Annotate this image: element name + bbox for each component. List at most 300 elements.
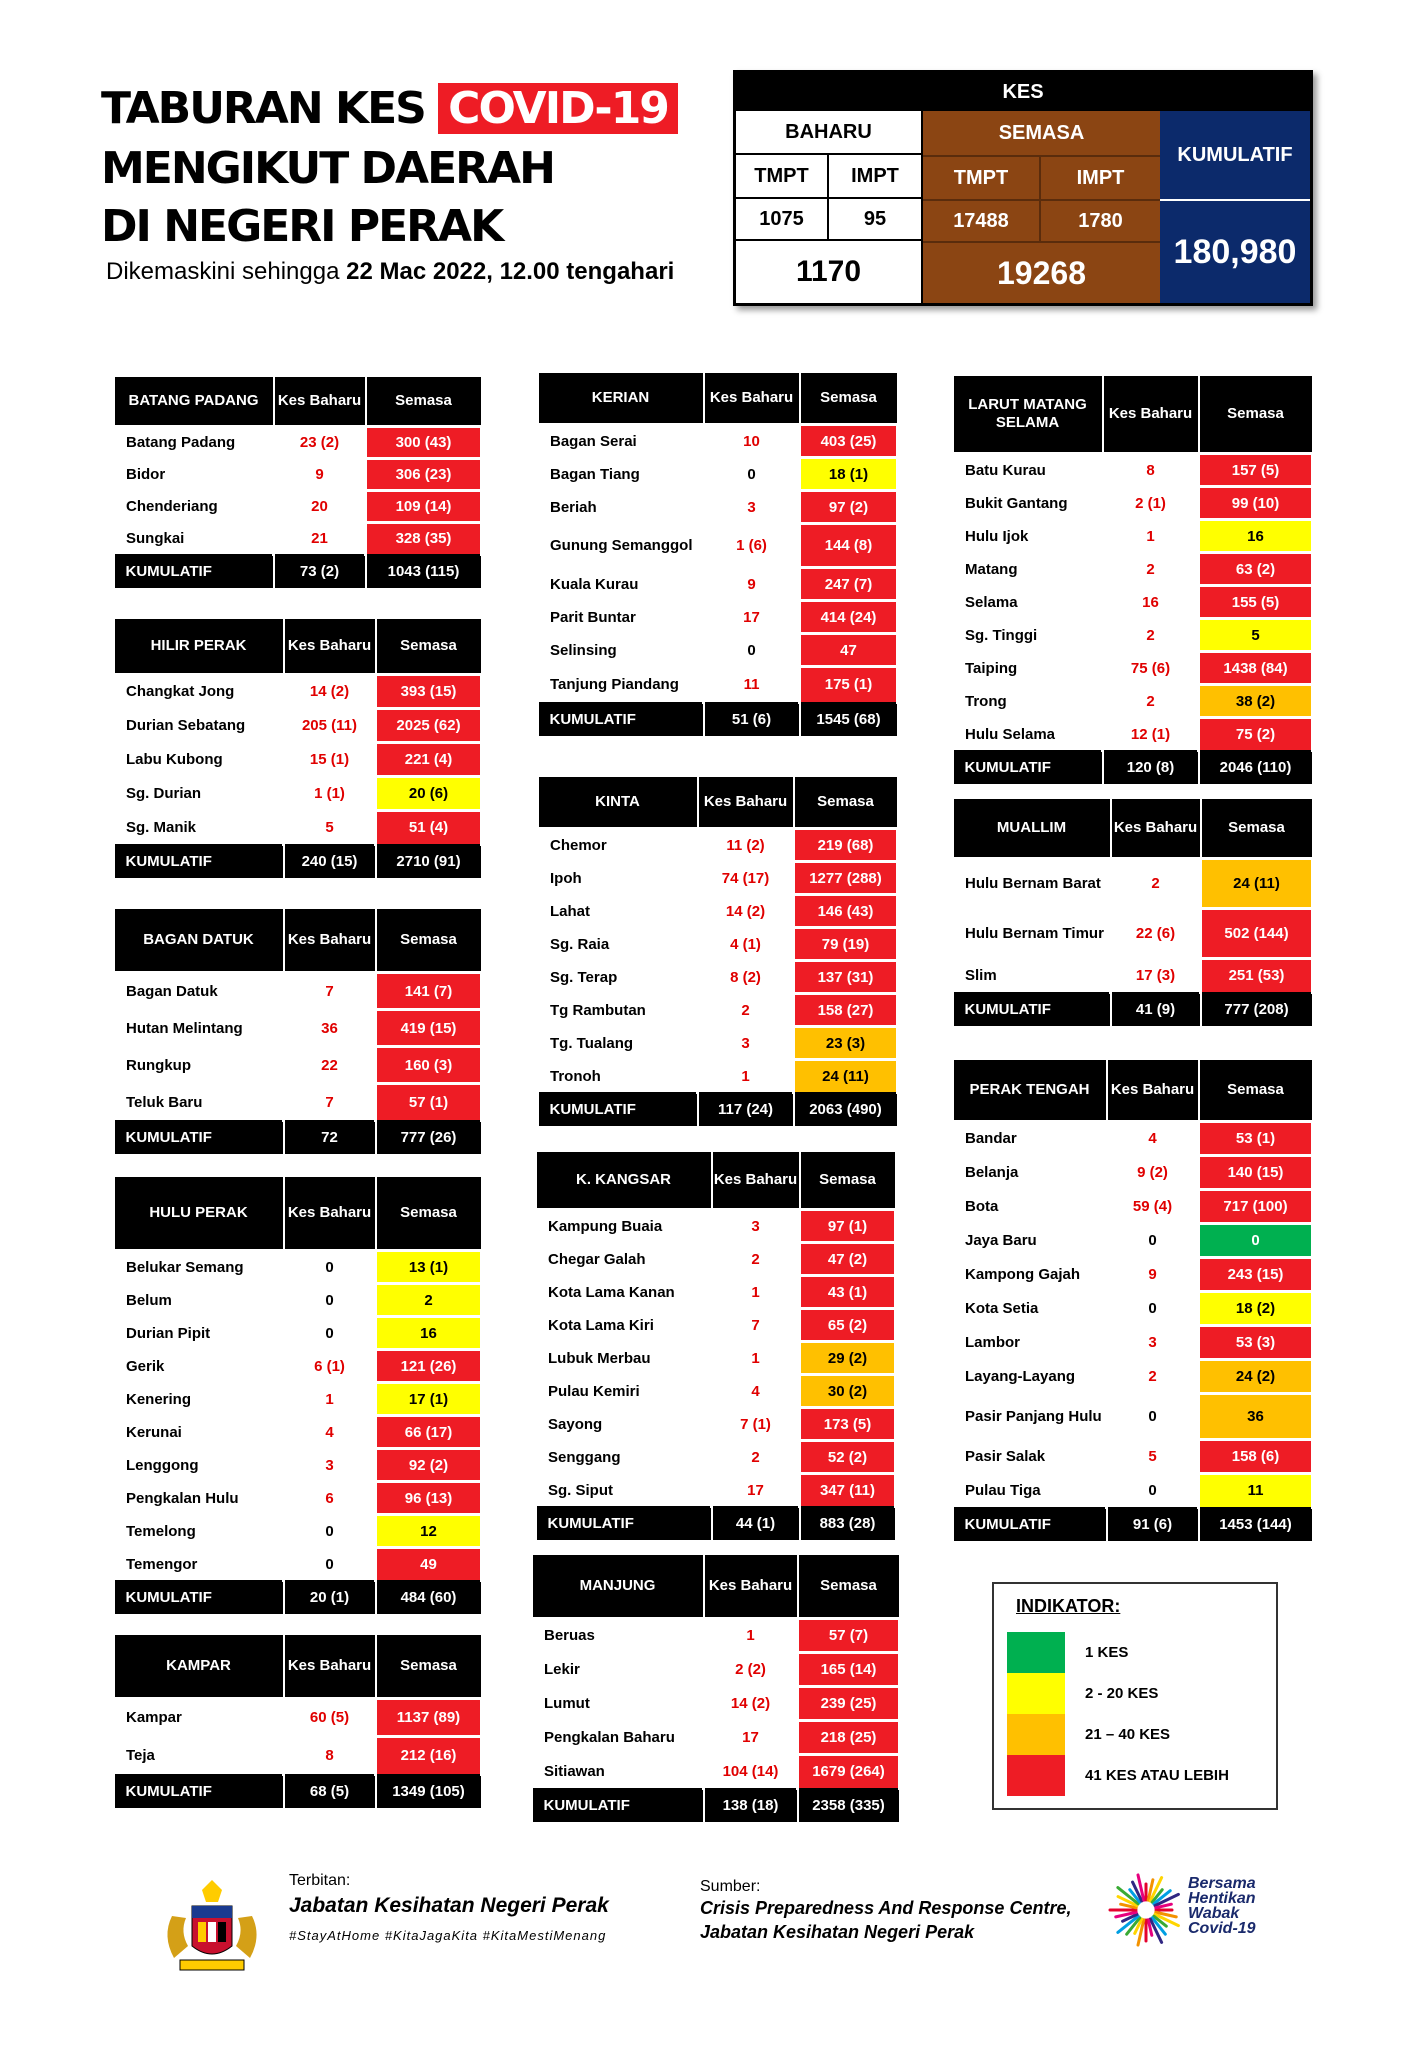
semasa-header: SEMASA	[923, 111, 1160, 155]
table-row	[538, 928, 898, 961]
total-row	[538, 1093, 898, 1127]
table-row	[536, 1309, 896, 1342]
kes-baharu-header: Kes Baharu	[712, 1151, 800, 1210]
title-highlight: COVID-19	[438, 83, 678, 134]
kumulatif-header: KUMULATIF	[1160, 111, 1310, 199]
table-row	[953, 553, 1313, 586]
area-name: Durian Sebatang	[114, 709, 284, 743]
total-label: KUMULATIF	[538, 1093, 698, 1127]
table-row	[538, 601, 898, 634]
area-name: Jaya Baru	[953, 1224, 1107, 1258]
total-baharu: 20 (1)	[284, 1581, 376, 1615]
table-row	[953, 1292, 1313, 1326]
kes-baharu-value: 17	[704, 1721, 798, 1755]
sumber-line2: Jabatan Kesihatan Negeri Perak	[700, 1922, 975, 1942]
kes-baharu-value: 0	[284, 1284, 376, 1317]
semasa-value: 158 (27)	[794, 994, 898, 1027]
table-row	[532, 1721, 900, 1755]
updated-prefix: Dikemaskini sehingga	[106, 258, 347, 285]
total-label: KUMULATIF	[953, 1508, 1107, 1542]
kes-baharu-value: 22	[284, 1047, 376, 1084]
semasa-value: 173 (5)	[800, 1408, 896, 1441]
table-row	[538, 634, 898, 667]
semasa-value: 38 (2)	[1199, 685, 1313, 718]
area-name: Lenggong	[114, 1449, 284, 1482]
kes-baharu-value: 9	[274, 459, 366, 491]
total-row	[953, 993, 1313, 1027]
total-label: KUMULATIF	[953, 993, 1111, 1027]
table-row	[953, 1440, 1313, 1474]
kes-baharu-value: 2	[1103, 685, 1199, 718]
kes-baharu-value: 3	[712, 1210, 800, 1243]
table-row	[953, 619, 1313, 652]
kes-baharu-value: 2	[698, 994, 794, 1027]
district-name: BAGAN DATUK	[114, 908, 284, 973]
area-name: Bukit Gantang	[953, 487, 1103, 520]
semasa-value: 65 (2)	[800, 1309, 896, 1342]
total-row	[114, 1581, 482, 1615]
total-label: KUMULATIF	[953, 751, 1103, 785]
kes-baharu-value: 0	[284, 1515, 376, 1548]
area-name: Selinsing	[538, 634, 704, 667]
table-row	[538, 829, 898, 862]
area-name: Ipoh	[538, 862, 698, 895]
district-table	[112, 375, 483, 590]
semasa-value: 2025 (62)	[376, 709, 482, 743]
area-name: Pulau Kemiri	[536, 1375, 712, 1408]
semasa-value: 11	[1199, 1474, 1313, 1508]
page-title-line1	[101, 82, 678, 136]
semasa-value: 239 (25)	[798, 1687, 900, 1721]
table-row	[953, 959, 1313, 993]
kes-baharu-value: 0	[284, 1251, 376, 1284]
kes-baharu-value: 1	[712, 1342, 800, 1375]
kes-baharu-header: Kes Baharu	[1107, 1059, 1199, 1122]
area-name: Pengkalan Baharu	[532, 1721, 704, 1755]
total-semasa: 883 (28)	[800, 1507, 896, 1541]
table-row	[536, 1441, 896, 1474]
total-baharu: 68 (5)	[284, 1775, 376, 1809]
sumber-label: Sumber:	[700, 1878, 761, 1895]
kes-baharu-value: 6	[284, 1482, 376, 1515]
total-semasa: 2710 (91)	[376, 845, 482, 879]
table-header-row	[953, 375, 1313, 454]
total-label: KUMULATIF	[536, 1507, 712, 1541]
table-row	[538, 862, 898, 895]
kes-baharu-value: 1 (1)	[284, 777, 376, 811]
area-name: Hulu Bernam Barat	[953, 859, 1111, 909]
table-row	[532, 1755, 900, 1789]
kes-baharu-value: 1	[712, 1276, 800, 1309]
table-header-row	[536, 1151, 896, 1210]
area-name: Lubuk Merbau	[536, 1342, 712, 1375]
kes-baharu-value: 1	[284, 1383, 376, 1416]
title-text: TABURAN KES	[101, 83, 439, 134]
table-row	[953, 909, 1313, 959]
table-row	[538, 458, 898, 491]
campaign-line3: Wabak	[1188, 1905, 1240, 1922]
case-summary-box	[733, 70, 1313, 306]
semasa-value: 96 (13)	[376, 1482, 482, 1515]
semasa-value: 24 (11)	[794, 1060, 898, 1093]
kes-baharu-value: 4	[1107, 1122, 1199, 1156]
table-row	[953, 1122, 1313, 1156]
area-name: Bota	[953, 1190, 1107, 1224]
semasa-header: Semasa	[798, 1554, 900, 1619]
kes-baharu-value: 2 (1)	[1103, 487, 1199, 520]
kes-baharu-value: 75 (6)	[1103, 652, 1199, 685]
indicator-label-2: 2 - 20 KES	[1085, 1685, 1159, 1702]
semasa-tmpt-value: 17488	[923, 199, 1041, 241]
total-label: KUMULATIF	[114, 1581, 284, 1615]
table-row	[532, 1653, 900, 1687]
table-row	[953, 586, 1313, 619]
kes-baharu-value: 7	[284, 973, 376, 1010]
table-row	[114, 1482, 482, 1515]
area-name: Sayong	[536, 1408, 712, 1441]
kes-baharu-header: Kes Baharu	[704, 1554, 798, 1619]
table-row	[538, 1060, 898, 1093]
kes-baharu-header: Kes Baharu	[284, 908, 376, 973]
area-name: Sg. Terap	[538, 961, 698, 994]
semasa-value: 300 (43)	[366, 427, 482, 459]
area-name: Lahat	[538, 895, 698, 928]
campaign-line1: Bersama	[1188, 1875, 1256, 1892]
table-row	[953, 1326, 1313, 1360]
table-row	[114, 1548, 482, 1581]
kes-baharu-value: 4	[284, 1416, 376, 1449]
indicator-swatch-yellow	[1007, 1673, 1065, 1714]
semasa-value: 30 (2)	[800, 1375, 896, 1408]
indicator-label-1: 1 KES	[1085, 1644, 1129, 1661]
table-row	[114, 1284, 482, 1317]
semasa-value: 53 (3)	[1199, 1326, 1313, 1360]
semasa-value: 75 (2)	[1199, 718, 1313, 751]
area-name: Bagan Tiang	[538, 458, 704, 491]
updated-note	[106, 258, 674, 286]
total-baharu: 117 (24)	[698, 1093, 794, 1127]
kes-baharu-value: 7 (1)	[712, 1408, 800, 1441]
kes-baharu-value: 3	[698, 1027, 794, 1060]
kes-baharu-value: 36	[284, 1010, 376, 1047]
kes-baharu-value: 2	[1103, 619, 1199, 652]
semasa-value: 13 (1)	[376, 1251, 482, 1284]
table-row	[953, 1258, 1313, 1292]
area-name: Beruas	[532, 1619, 704, 1653]
table-row	[114, 459, 482, 491]
table-row	[114, 1317, 482, 1350]
kes-header: KES	[736, 73, 1310, 111]
table-row	[538, 895, 898, 928]
total-baharu: 51 (6)	[704, 703, 800, 737]
kes-baharu-header: Kes Baharu	[284, 1634, 376, 1699]
kes-baharu-value: 7	[712, 1309, 800, 1342]
baharu-header: BAHARU	[736, 111, 923, 155]
area-name: Kenering	[114, 1383, 284, 1416]
semasa-value: 24 (2)	[1199, 1360, 1313, 1394]
area-name: Temelong	[114, 1515, 284, 1548]
area-name: Rungkup	[114, 1047, 284, 1084]
kes-baharu-value: 2	[712, 1441, 800, 1474]
table-row	[953, 1360, 1313, 1394]
total-semasa: 484 (60)	[376, 1581, 482, 1615]
semasa-value: 144 (8)	[800, 524, 898, 568]
kes-baharu-value: 23 (2)	[274, 427, 366, 459]
total-semasa: 1043 (115)	[366, 555, 482, 589]
kes-baharu-value: 4 (1)	[698, 928, 794, 961]
total-label: KUMULATIF	[114, 1121, 284, 1155]
indicator-label-4: 41 KES ATAU LEBIH	[1085, 1767, 1229, 1784]
district-table	[112, 1175, 483, 1616]
table-header-row	[114, 376, 482, 427]
semasa-value: 157 (5)	[1199, 454, 1313, 487]
semasa-value: 414 (24)	[800, 601, 898, 634]
semasa-value: 247 (7)	[800, 568, 898, 601]
kes-baharu-header: Kes Baharu	[698, 776, 794, 829]
semasa-header: Semasa	[1199, 1059, 1313, 1122]
kes-baharu-value: 0	[1107, 1474, 1199, 1508]
table-row	[953, 859, 1313, 909]
kes-baharu-value: 1 (6)	[704, 524, 800, 568]
area-name: Pasir Panjang Hulu	[953, 1394, 1107, 1440]
semasa-value: 221 (4)	[376, 743, 482, 777]
table-row	[114, 1084, 482, 1121]
area-name: Lambor	[953, 1326, 1107, 1360]
area-name: Slim	[953, 959, 1111, 993]
semasa-value: 502 (144)	[1201, 909, 1313, 959]
area-name: Sg. Raia	[538, 928, 698, 961]
district-table	[951, 1058, 1314, 1543]
table-row	[953, 1474, 1313, 1508]
updated-date: 22 Mac 2022, 12.00 tengahari	[346, 258, 675, 285]
semasa-value: 18 (2)	[1199, 1292, 1313, 1326]
semasa-value: 63 (2)	[1199, 553, 1313, 586]
table-row	[114, 743, 482, 777]
kes-baharu-value: 4	[712, 1375, 800, 1408]
total-semasa: 2358 (335)	[798, 1789, 900, 1823]
kes-baharu-value: 3	[704, 491, 800, 524]
table-row	[538, 491, 898, 524]
total-baharu: 41 (9)	[1111, 993, 1201, 1027]
total-row	[114, 845, 482, 879]
total-semasa: 1545 (68)	[800, 703, 898, 737]
baharu-impt-value: 95	[829, 199, 923, 241]
semasa-value: 146 (43)	[794, 895, 898, 928]
semasa-value: 155 (5)	[1199, 586, 1313, 619]
area-name: Kota Setia	[953, 1292, 1107, 1326]
area-name: Tg Rambutan	[538, 994, 698, 1027]
semasa-value: 52 (2)	[800, 1441, 896, 1474]
kes-baharu-value: 9	[1107, 1258, 1199, 1292]
area-name: Layang-Layang	[953, 1360, 1107, 1394]
total-row	[114, 1121, 482, 1155]
kes-baharu-value: 2	[1107, 1360, 1199, 1394]
semasa-value: 49	[376, 1548, 482, 1581]
area-name: Bagan Datuk	[114, 973, 284, 1010]
semasa-header: Semasa	[794, 776, 898, 829]
page-title-line2: MENGIKUT DAERAH	[101, 143, 554, 194]
table-row	[953, 652, 1313, 685]
district-table	[951, 374, 1314, 786]
table-row	[114, 491, 482, 523]
semasa-header: Semasa	[376, 1176, 482, 1251]
table-row	[532, 1687, 900, 1721]
area-name: Belukar Semang	[114, 1251, 284, 1284]
area-name: Gerik	[114, 1350, 284, 1383]
area-name: Tg. Tualang	[538, 1027, 698, 1060]
district-name: LARUT MATANG SELAMA	[953, 375, 1103, 454]
kes-baharu-header: Kes Baharu	[284, 1176, 376, 1251]
semasa-value: 36	[1199, 1394, 1313, 1440]
area-name: Pulau Tiga	[953, 1474, 1107, 1508]
semasa-value: 29 (2)	[800, 1342, 896, 1375]
table-row	[538, 994, 898, 1027]
kes-baharu-value: 8 (2)	[698, 961, 794, 994]
table-row	[114, 523, 482, 555]
kes-baharu-header: Kes Baharu	[704, 372, 800, 425]
total-label: KUMULATIF	[114, 845, 284, 879]
area-name: Tronoh	[538, 1060, 698, 1093]
semasa-value: 18 (1)	[800, 458, 898, 491]
semasa-value: 79 (19)	[794, 928, 898, 961]
area-name: Tanjung Piandang	[538, 667, 704, 703]
kes-baharu-value: 17	[712, 1474, 800, 1507]
indicator-swatch-red	[1007, 1755, 1065, 1796]
table-row	[114, 1416, 482, 1449]
hashtags: #StayAtHome #KitaJagaKita #KitaMestiMenang	[289, 1928, 607, 1943]
table-header-row	[953, 1059, 1313, 1122]
semasa-value: 53 (1)	[1199, 1122, 1313, 1156]
table-row	[114, 1350, 482, 1383]
semasa-value: 140 (15)	[1199, 1156, 1313, 1190]
area-name: Kampar	[114, 1699, 284, 1737]
total-semasa: 777 (208)	[1201, 993, 1313, 1027]
table-row	[114, 1737, 482, 1775]
area-name: Bidor	[114, 459, 274, 491]
table-row	[538, 524, 898, 568]
area-name: Changkat Jong	[114, 675, 284, 709]
table-header-row	[532, 1554, 900, 1619]
table-header-row	[114, 908, 482, 973]
district-name: PERAK TENGAH	[953, 1059, 1107, 1122]
kes-baharu-value: 6 (1)	[284, 1350, 376, 1383]
kes-baharu-value: 17	[704, 601, 800, 634]
kes-baharu-value: 16	[1103, 586, 1199, 619]
semasa-value: 137 (31)	[794, 961, 898, 994]
table-row	[538, 667, 898, 703]
district-name: HULU PERAK	[114, 1176, 284, 1251]
table-row	[536, 1210, 896, 1243]
area-name: Matang	[953, 553, 1103, 586]
kes-baharu-value: 9 (2)	[1107, 1156, 1199, 1190]
table-row	[114, 1449, 482, 1482]
semasa-value: 17 (1)	[376, 1383, 482, 1416]
semasa-value: 419 (15)	[376, 1010, 482, 1047]
semasa-value: 218 (25)	[798, 1721, 900, 1755]
jata-negara-crest-icon	[158, 1876, 266, 1976]
baharu-impt-label: IMPT	[829, 155, 923, 199]
baharu-total: 1170	[736, 241, 923, 303]
kes-baharu-value: 8	[284, 1737, 376, 1775]
table-header-row	[114, 1176, 482, 1251]
total-row	[953, 751, 1313, 785]
kes-baharu-value: 2	[712, 1243, 800, 1276]
area-name: Senggang	[536, 1441, 712, 1474]
table-row	[538, 568, 898, 601]
kes-baharu-value: 21	[274, 523, 366, 555]
total-baharu: 120 (8)	[1103, 751, 1199, 785]
semasa-header: Semasa	[800, 372, 898, 425]
semasa-impt-value: 1780	[1041, 199, 1160, 241]
table-header-row	[538, 372, 898, 425]
area-name: Bandar	[953, 1122, 1107, 1156]
district-name: KERIAN	[538, 372, 704, 425]
semasa-value: 2	[376, 1284, 482, 1317]
table-row	[114, 1251, 482, 1284]
semasa-header: Semasa	[1201, 798, 1313, 859]
area-name: Kota Lama Kanan	[536, 1276, 712, 1309]
semasa-value: 0	[1199, 1224, 1313, 1258]
covid-campaign-burst-icon	[1108, 1872, 1184, 1948]
area-name: Sg. Durian	[114, 777, 284, 811]
table-row	[114, 1383, 482, 1416]
kes-baharu-value: 3	[284, 1449, 376, 1482]
table-row	[536, 1243, 896, 1276]
table-row	[114, 675, 482, 709]
table-row	[953, 520, 1313, 553]
area-name: Bagan Serai	[538, 425, 704, 458]
table-header-row	[114, 1634, 482, 1699]
district-name: K. KANGSAR	[536, 1151, 712, 1210]
semasa-value: 328 (35)	[366, 523, 482, 555]
area-name: Durian Pipit	[114, 1317, 284, 1350]
area-name: Parit Buntar	[538, 601, 704, 634]
semasa-value: 219 (68)	[794, 829, 898, 862]
campaign-line4: Covid-19	[1188, 1920, 1256, 1937]
area-name: Chemor	[538, 829, 698, 862]
table-row	[536, 1474, 896, 1507]
table-row	[114, 1047, 482, 1084]
table-row	[114, 427, 482, 459]
area-name: Teja	[114, 1737, 284, 1775]
indicator-legend	[992, 1582, 1278, 1810]
district-name: KAMPAR	[114, 1634, 284, 1699]
district-table	[530, 1553, 901, 1824]
semasa-header: Semasa	[376, 908, 482, 973]
semasa-value: 141 (7)	[376, 973, 482, 1010]
area-name: Kota Lama Kiri	[536, 1309, 712, 1342]
semasa-value: 158 (6)	[1199, 1440, 1313, 1474]
total-label: KUMULATIF	[114, 1775, 284, 1809]
total-baharu: 44 (1)	[712, 1507, 800, 1541]
kes-baharu-value: 12 (1)	[1103, 718, 1199, 751]
semasa-value: 165 (14)	[798, 1653, 900, 1687]
area-name: Sg. Siput	[536, 1474, 712, 1507]
semasa-value: 47	[800, 634, 898, 667]
semasa-value: 5	[1199, 619, 1313, 652]
total-row	[538, 703, 898, 737]
semasa-header: Semasa	[366, 376, 482, 427]
table-row	[953, 1156, 1313, 1190]
total-row	[114, 555, 482, 589]
kes-baharu-value: 11 (2)	[698, 829, 794, 862]
district-name: BATANG PADANG	[114, 376, 274, 427]
kes-baharu-header: Kes Baharu	[274, 376, 366, 427]
table-row	[114, 777, 482, 811]
total-semasa: 777 (26)	[376, 1121, 482, 1155]
table-row	[114, 1010, 482, 1047]
area-name: Sg. Tinggi	[953, 619, 1103, 652]
